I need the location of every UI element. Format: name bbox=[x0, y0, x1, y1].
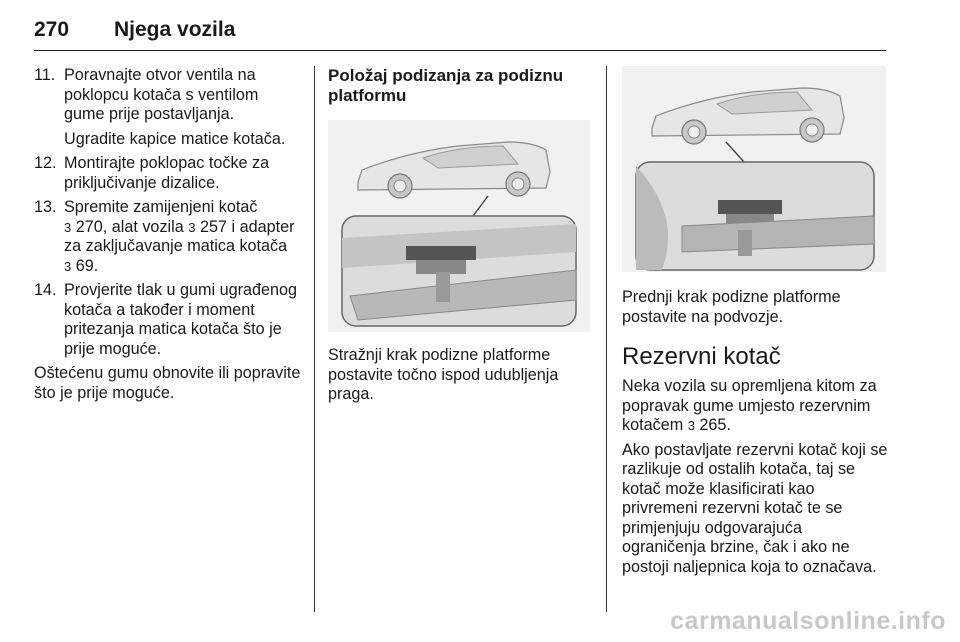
lift-arm-inset bbox=[636, 162, 874, 270]
section-title: Rezervni kotač bbox=[622, 343, 781, 370]
page-ref-icon: 3 bbox=[687, 418, 695, 433]
page-ref[interactable]: 265 bbox=[699, 416, 727, 434]
closing-paragraph: Oštećenu gumu obnovite ili popravite što je prije moguće. bbox=[34, 364, 301, 402]
page-ref-icon: 3 bbox=[188, 219, 196, 235]
column-front-lift bbox=[622, 66, 888, 582]
column-divider bbox=[606, 66, 607, 612]
step-11: 11. Poravnajte otvor ventila na poklopcu kotača s ventilom gume prije postavljanja. bbox=[34, 66, 259, 123]
step-11-sub: Ugradite kapice matice kotača. bbox=[64, 129, 286, 148]
page-header bbox=[34, 14, 886, 51]
column-rear-lift bbox=[328, 66, 594, 410]
step-14: 14. Provjerite tlak u gumi ugrađenog kotača a također i moment pritezanja matica kotača što je prije moguće. bbox=[34, 281, 298, 358]
watermark: carmanualsonline.info bbox=[670, 607, 946, 635]
step-13: 13. Spremite zamijenjeni kotač 3 270, alat vozila 3 257 i adapter za zaključavanje matica kotača 3 69. bbox=[34, 198, 295, 275]
column-divider bbox=[314, 66, 315, 612]
front-lift-illustration bbox=[622, 66, 886, 272]
page-number: 270 bbox=[34, 18, 70, 41]
chapter-title: Njega vozila bbox=[114, 18, 236, 41]
lift-arm-inset bbox=[342, 216, 576, 326]
page-ref-icon: 3 bbox=[64, 219, 72, 235]
page-ref[interactable]: 270 bbox=[75, 217, 103, 236]
figure-caption: Stražnji krak podizne platforme postavite točno ispod udubljenja praga. bbox=[328, 346, 559, 403]
page-ref[interactable]: 69 bbox=[75, 256, 94, 275]
page-ref-icon: 3 bbox=[64, 258, 72, 274]
figure-caption: Prednji krak podizne platforme postavite na podvozje. bbox=[622, 288, 841, 326]
subheading: Položaj podizanja za podiznu platformu bbox=[328, 66, 564, 105]
column-steps bbox=[34, 66, 302, 408]
rear-lift-illustration bbox=[328, 120, 590, 332]
spare-wheel-paragraph-2: Ako postavljate rezervni kotač koji se razlikuje od ostalih kotača, taj se kotač može klasificirati kao privremeni rezervni kotač te se primjenjuju odgovarajuća ograničenja brzine, čak i ako ne postoji naljepnica koja to označava. bbox=[622, 440, 888, 576]
page-ref[interactable]: 257 bbox=[199, 217, 227, 236]
step-12: 12. Montirajte poklopac točke za priključivanje dizalice. bbox=[34, 154, 270, 192]
spare-wheel-paragraph-1: Neka vozila su opremljena kitom za popravak gume umjesto rezervnim kotačem 3 265. bbox=[622, 377, 877, 434]
